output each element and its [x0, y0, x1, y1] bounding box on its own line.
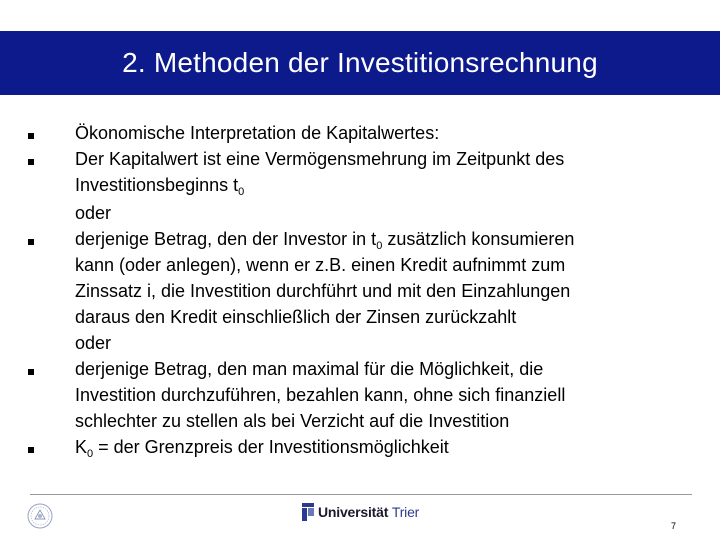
bullet-text: Der Kapitalwert ist eine Vermögensmehrung im Zeitpunkt des	[75, 149, 565, 169]
bullet-text	[75, 436, 449, 461]
footer-divider	[30, 494, 692, 495]
logo-word-bold: Universität	[318, 504, 389, 520]
bullet-text-continuation: kann (oder anlegen), wenn er z.B. einen Kredit aufnimmt zum	[75, 255, 566, 275]
bullet-text: Ökonomische Interpretation de Kapitalwertes:	[75, 123, 440, 143]
university-seal-icon	[27, 503, 53, 529]
bullet-marker	[28, 239, 34, 245]
bullet-text-continuation: daraus den Kredit einschließlich der Zinsen zurückzahlt	[75, 307, 517, 327]
logo-word-light: Trier	[391, 504, 420, 520]
bullet-marker	[28, 447, 34, 453]
text-run: K	[75, 437, 88, 457]
connector-oder: oder	[75, 333, 112, 353]
subscript: 0	[376, 240, 383, 252]
connector-oder: oder	[75, 203, 112, 223]
text-run: derjenige Betrag, den der Investor in t	[75, 229, 377, 249]
bullet-text-continuation: Investition durchzuführen, bezahlen kann, ohne sich finanziell	[75, 385, 566, 405]
bullet-text-continuation	[75, 174, 244, 199]
university-logo-mark-icon	[302, 503, 314, 521]
bullet-text	[75, 228, 574, 253]
bullet-text-continuation: schlechter zu stellen als bei Verzicht auf die Investition	[75, 411, 510, 431]
subscript: 0	[87, 448, 94, 460]
bullet-text-continuation: Zinssatz i, die Investition durchführt und mit den Einzahlungen	[75, 281, 571, 301]
subscript: 0	[238, 186, 245, 198]
text-run: zusätzlich konsumieren	[382, 229, 575, 249]
bullet-marker	[28, 159, 34, 165]
slide-title: 2. Methoden der Investitionsrechnung	[122, 47, 598, 78]
top-margin	[0, 0, 720, 30]
bullet-marker	[28, 133, 34, 139]
title-bar	[0, 31, 720, 95]
university-logo	[302, 502, 419, 522]
bullet-text: derjenige Betrag, den man maximal für die Möglichkeit, die	[75, 359, 544, 379]
page-number: 7	[671, 521, 677, 531]
text-run: = der Grenzpreis der Investitionsmöglichkeit	[93, 437, 449, 457]
university-logo-text	[318, 504, 419, 520]
bullet-marker	[28, 369, 34, 375]
text-run: Investitionsbeginns t	[75, 175, 239, 195]
